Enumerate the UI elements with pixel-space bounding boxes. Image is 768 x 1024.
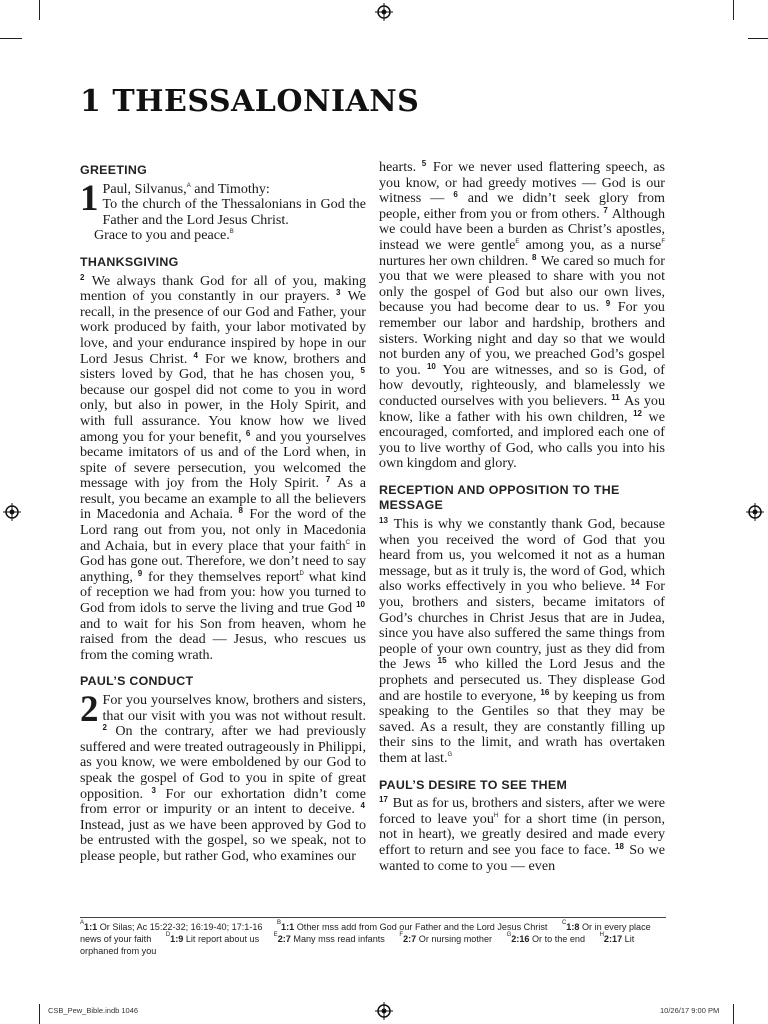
verse-number: 6 bbox=[453, 190, 458, 200]
verse-number: 4 bbox=[360, 801, 365, 811]
footnote-item: $^C$1:8 Or in every place news of your faith bbox=[80, 920, 651, 944]
footnote-item: $^F$2:7 Or nursing mother bbox=[399, 932, 493, 944]
verse-number: 5 bbox=[421, 159, 427, 168]
paragraph-conduct: 2 For you yourselves know, brothers and sisters, that our visit with you was not without result. $^2$ On the contrary, after we had previously suffered and were treated outrageously in Philippi, as you know, we were emboldened by our God to speak the gospel of God to you in spite of great opposition. $^3$ For our exhortation didn’t come from error or impurity or an intent to deceive. $^4$ Instead, just as we have been approved by God to be entrusted with the gospel, so we speak, not to please people, but rather God, who examines our bbox=[80, 689, 366, 864]
registration-mark-icon bbox=[746, 503, 764, 521]
verse-number: 3 bbox=[151, 785, 156, 795]
verse-number: 12 bbox=[633, 408, 642, 418]
footnote-marker[interactable]: B bbox=[229, 229, 234, 236]
section-heading-desire: PAUL’S DESIRE TO SEE THEM bbox=[379, 777, 568, 792]
verse-number: 13 bbox=[379, 516, 388, 526]
left-column bbox=[80, 160, 366, 865]
paragraph-greeting: 1 Paul, Silvanus,$^A$ and Timothy: To the church of the Thessalonians in God the Father and the Lord Jesus Christ. bbox=[80, 177, 366, 228]
footnote-item: $^G$2:16 Or to the end bbox=[506, 932, 586, 944]
crop-mark bbox=[733, 1004, 734, 1024]
chapter-number: 1 bbox=[80, 177, 99, 219]
footnote-item: $^H$2:17 Lit orphaned from you bbox=[80, 932, 635, 956]
verse-number: 16 bbox=[540, 687, 550, 697]
chapter-number: 2 bbox=[80, 689, 99, 730]
verse-number: 15 bbox=[437, 656, 447, 666]
crop-mark bbox=[39, 1004, 40, 1024]
verse-number: 8 bbox=[238, 506, 243, 516]
footnote-marker[interactable]: C bbox=[345, 539, 351, 546]
verse-number: 18 bbox=[615, 841, 624, 851]
section-heading-thanksgiving: THANKSGIVING bbox=[80, 254, 179, 269]
verse-number: 14 bbox=[630, 578, 640, 588]
footnotes bbox=[80, 917, 666, 957]
book-title: 1 THESSALONIANS bbox=[80, 84, 420, 119]
footnote-marker[interactable]: H bbox=[493, 812, 499, 819]
registration-mark-icon bbox=[375, 1002, 393, 1020]
paragraph-thanksgiving: $^2$ We always thank God for all of you, making mention of you constantly in our prayers. $^3$ We recall, in the presence of our God and Father, your work produced by faith, your labor motivated by love, and your endurance inspired by hope in our Lord Jesus Christ. $^4$ For we know, brothers and sisters loved by God, that he has chosen you, $^5$ because our gospel did not come to you in word only, but also in power, in the Holy Spirit, and with full assurance. You know how we lived among you for your benefit, $^6$ and you yourselves became imitators of us and of the Lord when, in spite of severe persecution, you welcomed the message with joy from the Holy Spirit. $^7$ As a result, you became an example to all the believers in Macedonia and Achaia. $^8$ For the word of the Lord rang out from you, not only in Macedonia and Achaia, but in every place that your faith$^C$ in God has gone out. Therefore, we don’t need to say anything, $^9$ for they themselves report$^D$ what kind of reception we had from you: how you turned to God from idols to serve the living and true God $^{10}$ and to wait for his Son from heaven, whom he raised from the dead — Jesus, who rescues us from the coming wrath. bbox=[80, 272, 367, 663]
verse-number: 5 bbox=[360, 366, 365, 376]
greeting-addressee: To the church of the Thessalonians in God the Father and the Lord Jesus Christ. bbox=[102, 196, 366, 228]
crop-mark bbox=[748, 38, 768, 39]
verse-number: 7 bbox=[325, 475, 331, 485]
verse-number: 8 bbox=[532, 252, 537, 262]
footnote-item: $^A$1:1 Or Silas; Ac 15:22-32; 16:19-40; 17:1-16 bbox=[80, 920, 263, 932]
footnote-item: $^D$1:9 Lit report about us bbox=[165, 932, 260, 944]
paragraph-grace: Grace to you and peace.$^B$ bbox=[94, 227, 234, 244]
slug-datetime: 10/26/17 9:00 PM bbox=[660, 1006, 720, 1015]
footnote-marker[interactable]: G bbox=[447, 751, 453, 758]
verse-number: 9 bbox=[605, 299, 611, 309]
paragraph-reception: $^{13}$ This is why we constantly thank God, because when you received the word of God that you heard from us, you welcomed it not as a human message, but as it truly is, the word of God, which also works effectively in you who believe. $^{14}$ For you, brothers and sisters, became imitators of God’s churches in Christ Jesus that are in Judea, since you have also suffered the same things from people of your own country, just as they did from the Jews $^{15}$ who killed the Lord Jesus and the prophets and persecuted us. They displease God and are hostile to everyone, $^{16}$ by keeping us from speaking to the Gentiles so that they may be saved. As a result, they are constantly filling up their sins to the limit, and wrath has overtaken them at last.$^G$ bbox=[379, 516, 666, 766]
verse-number: 9 bbox=[137, 568, 143, 578]
section-heading-reception: RECEPTION AND OPPOSITION TO THE MESSAGE bbox=[379, 482, 620, 513]
footnote-marker[interactable]: D bbox=[299, 570, 304, 577]
right-column bbox=[379, 160, 665, 874]
footnote-marker[interactable]: F bbox=[661, 238, 665, 245]
verse-number: 6 bbox=[245, 428, 251, 438]
section-heading-greeting: GREETING bbox=[80, 163, 148, 177]
paragraph-conduct-continued: hearts. $^5$ For we never used flattering speech, as you know, or had greedy motives — God is our witness — $^6$ and we didn’t seek glory from people, either from you or from others. $^7$ Although we could have been a burden as Christ’s apostles, instead we were gentle$^E$ among you, as a nurse$^F$ nurtures her own children. $^8$ We cared so much for you that we were pleased to share with you not only the gospel of God but also our own lives, because you had become dear to us. $^9$ For you remember our labor and hardship, brothers and sisters. Working night and day so that we would not burden any of you, we preached God’s gospel to you. $^{10}$ You are witnesses, and so is God, of how devoutly, righteously, and blamelessly we conducted ourselves with you believers. $^{11}$ As you know, like a father with his own children, $^{12}$ we encouraged, comforted, and implored each one of you to live worthy of God, who calls you into his own kingdom and glory. bbox=[379, 159, 665, 472]
footnote-item: $^E$2:7 Many mss read infants bbox=[273, 932, 385, 944]
paragraph-desire: $^{17}$ But as for us, brothers and sisters, after we were forced to leave you$^H$ for a short time (in person, not in heart), we greatly desired and made every effort to return and see you face to face. $^{18}$ So we wanted to come to you — even bbox=[379, 795, 665, 874]
verse-number: 4 bbox=[193, 350, 198, 360]
footnote-marker[interactable]: E bbox=[515, 238, 520, 245]
verse-number: 2 bbox=[102, 723, 107, 733]
section-heading-pauls-conduct: PAUL’S CONDUCT bbox=[80, 674, 194, 689]
verse-number: 2 bbox=[80, 272, 85, 282]
registration-mark-icon bbox=[3, 503, 21, 521]
footnote-marker[interactable]: A bbox=[186, 182, 191, 189]
registration-mark-icon bbox=[375, 3, 393, 21]
crop-mark bbox=[733, 0, 734, 20]
verse-number: 10 bbox=[356, 600, 365, 610]
verse-number: 17 bbox=[379, 795, 388, 805]
footnote-item: $^B$1:1 Other mss add from God our Father and the Lord Jesus Christ bbox=[277, 920, 548, 932]
crop-mark bbox=[39, 0, 40, 20]
verse-number: 11 bbox=[611, 392, 620, 402]
verse-number: 10 bbox=[426, 361, 436, 371]
crop-mark bbox=[0, 38, 22, 39]
verse-number: 3 bbox=[336, 288, 341, 298]
slug-filename: CSB_Pew_Bible.indb 1046 bbox=[48, 1006, 139, 1015]
verse-number: 7 bbox=[603, 205, 608, 215]
